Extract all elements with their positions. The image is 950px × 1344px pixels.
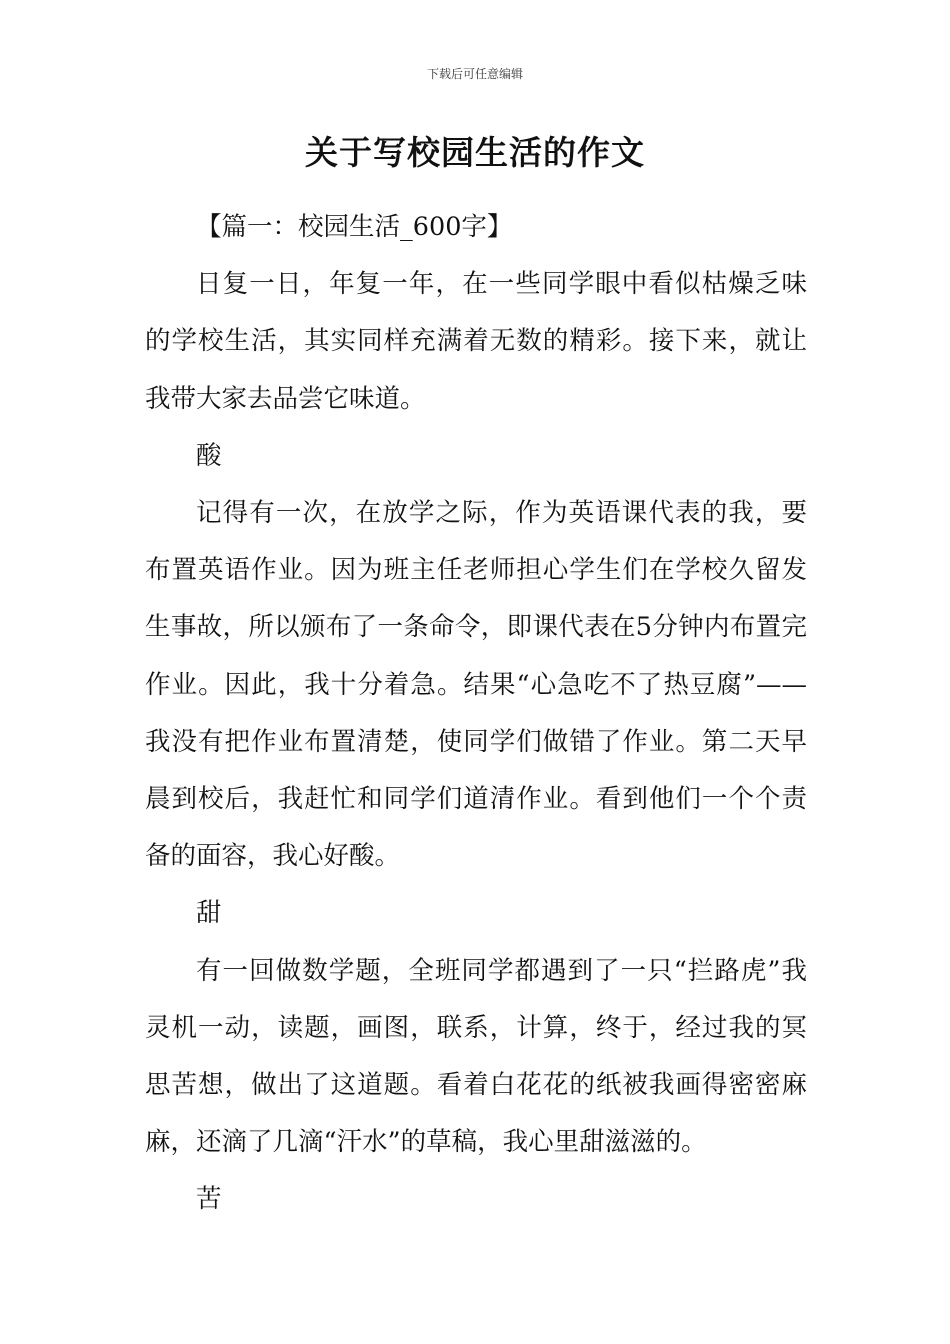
body-paragraph: 记得有一次，在放学之际，作为英语课代表的我，要布置英语作业。因为班主任老师担心学生们在学校久留发生事故，所以颁布了一条命令，即课代表在5分钟内布置完作业。因此，我十分着急。结果“心急吃不了热豆腐”——我没有把作业布置清楚，使同学们做错了作业。第二天早晨到校后，我赶忙和同学们道清作业。看到他们一个个责备的面容，我心好酸。 (145, 498, 807, 872)
body-paragraph: 日复一日，年复一年，在一些同学眼中看似枯燥乏味的学校生活，其实同样充满着无数的精彩。接下来，就让我带大家去品尝它味道。 (145, 269, 807, 414)
subsection-heading-sweet: 甜 (196, 898, 222, 929)
document-title: 关于写校园生活的作文 (305, 133, 645, 172)
body-paragraph: 有一回做数学题，全班同学都遇到了一只“拦路虎”我灵机一动，读题，画图，联系，计算，终于，经过我的冥思苦想，做出了这道题。看着白花花的纸被我画得密密麻麻，还滴了几滴“汗水”的草稿，我心里甜滋滋的。 (145, 955, 807, 1158)
subsection-heading-sour: 酸 (196, 440, 222, 471)
page-header-note: 下载后可任意编辑 (426, 67, 523, 81)
document-body (145, 199, 807, 1229)
section-heading: 【篇一：校园生活_600字】 (196, 212, 513, 242)
subsection-heading-bitter: 苦 (196, 1184, 222, 1215)
